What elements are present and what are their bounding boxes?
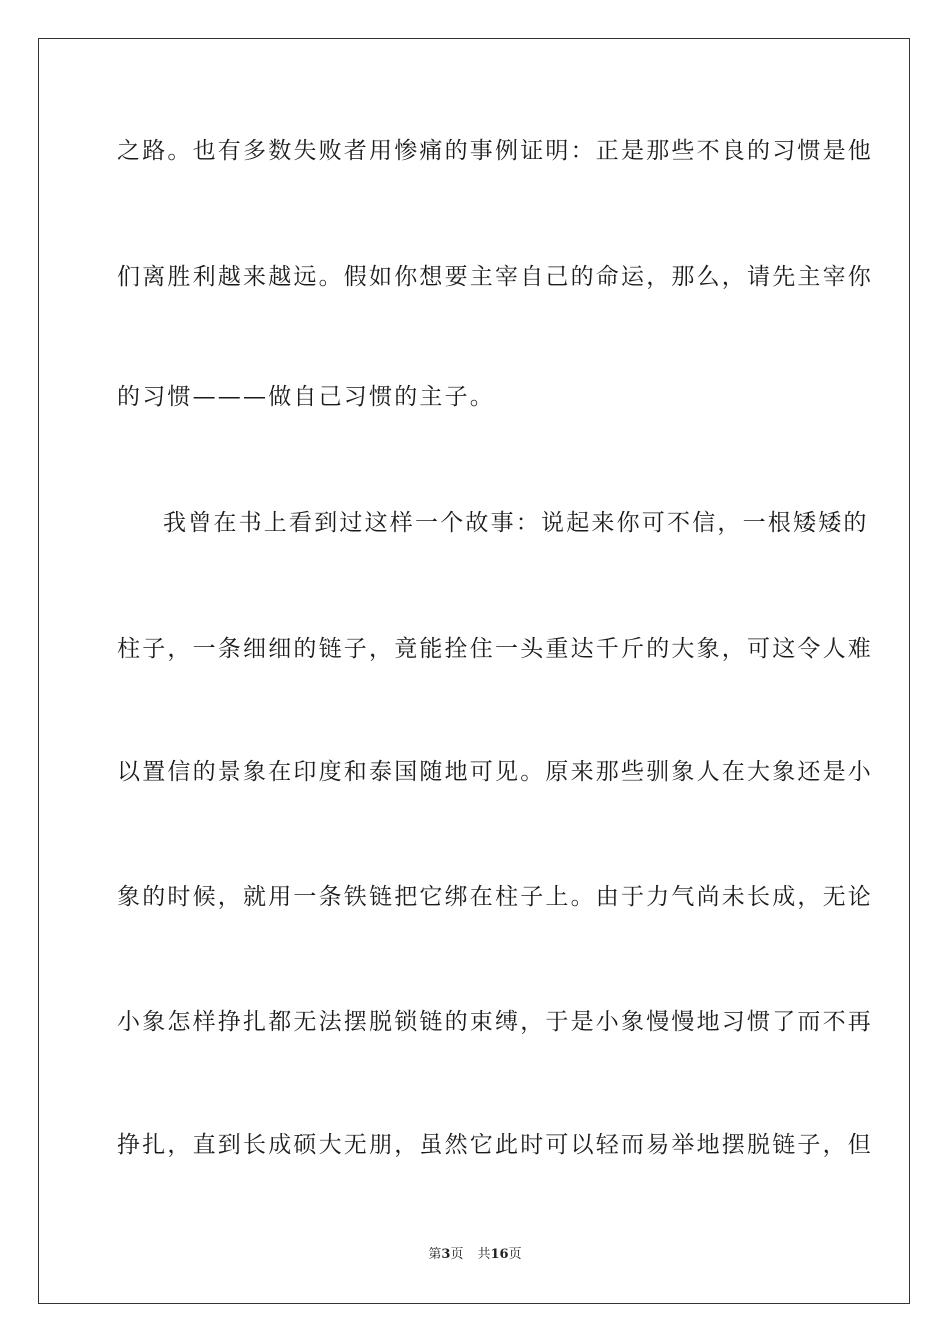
total-suffix: 页 [508,1247,522,1262]
page-prefix: 第 [428,1247,442,1262]
text-line-6: 以置信的景象在印度和泰国随地可见。原来那些驯象人在大象还是小 [117,759,873,785]
text-line-5: 柱子，一条细细的链子，竟能拴住一头重达千斤的大象，可这令人难 [117,636,873,662]
text-line-1: 之路。也有多数失败者用惨痛的事例证明：正是那些不良的习惯是他 [117,138,873,164]
text-line-8: 小象怎样挣扎都无法摆脱锁链的束缚，于是小象慢慢地习惯了而不再 [117,1009,873,1035]
text-line-2: 们离胜利越来越远。假如你想要主宰自己的命运，那么，请先主宰你 [117,264,873,290]
text-line-9: 挣扎，直到长成硕大无朋，虽然它此时可以轻而易举地摆脱链子，但 [117,1132,873,1158]
page-number: 3 [441,1247,451,1262]
text-line-4: 我曾在书上看到过这样一个故事：说起来你可不信，一根矮矮的 [163,510,869,536]
total-prefix: 共 [477,1247,491,1262]
text-line-3: 的习惯———做自己习惯的主子。 [117,384,495,410]
page-border [38,38,910,1304]
page-footer [0,1247,950,1263]
page-suffix: 页 [450,1247,464,1262]
total-pages: 16 [490,1247,509,1262]
text-line-7: 象的时候，就用一条铁链把它绑在柱子上。由于力气尚未长成，无论 [117,884,873,910]
